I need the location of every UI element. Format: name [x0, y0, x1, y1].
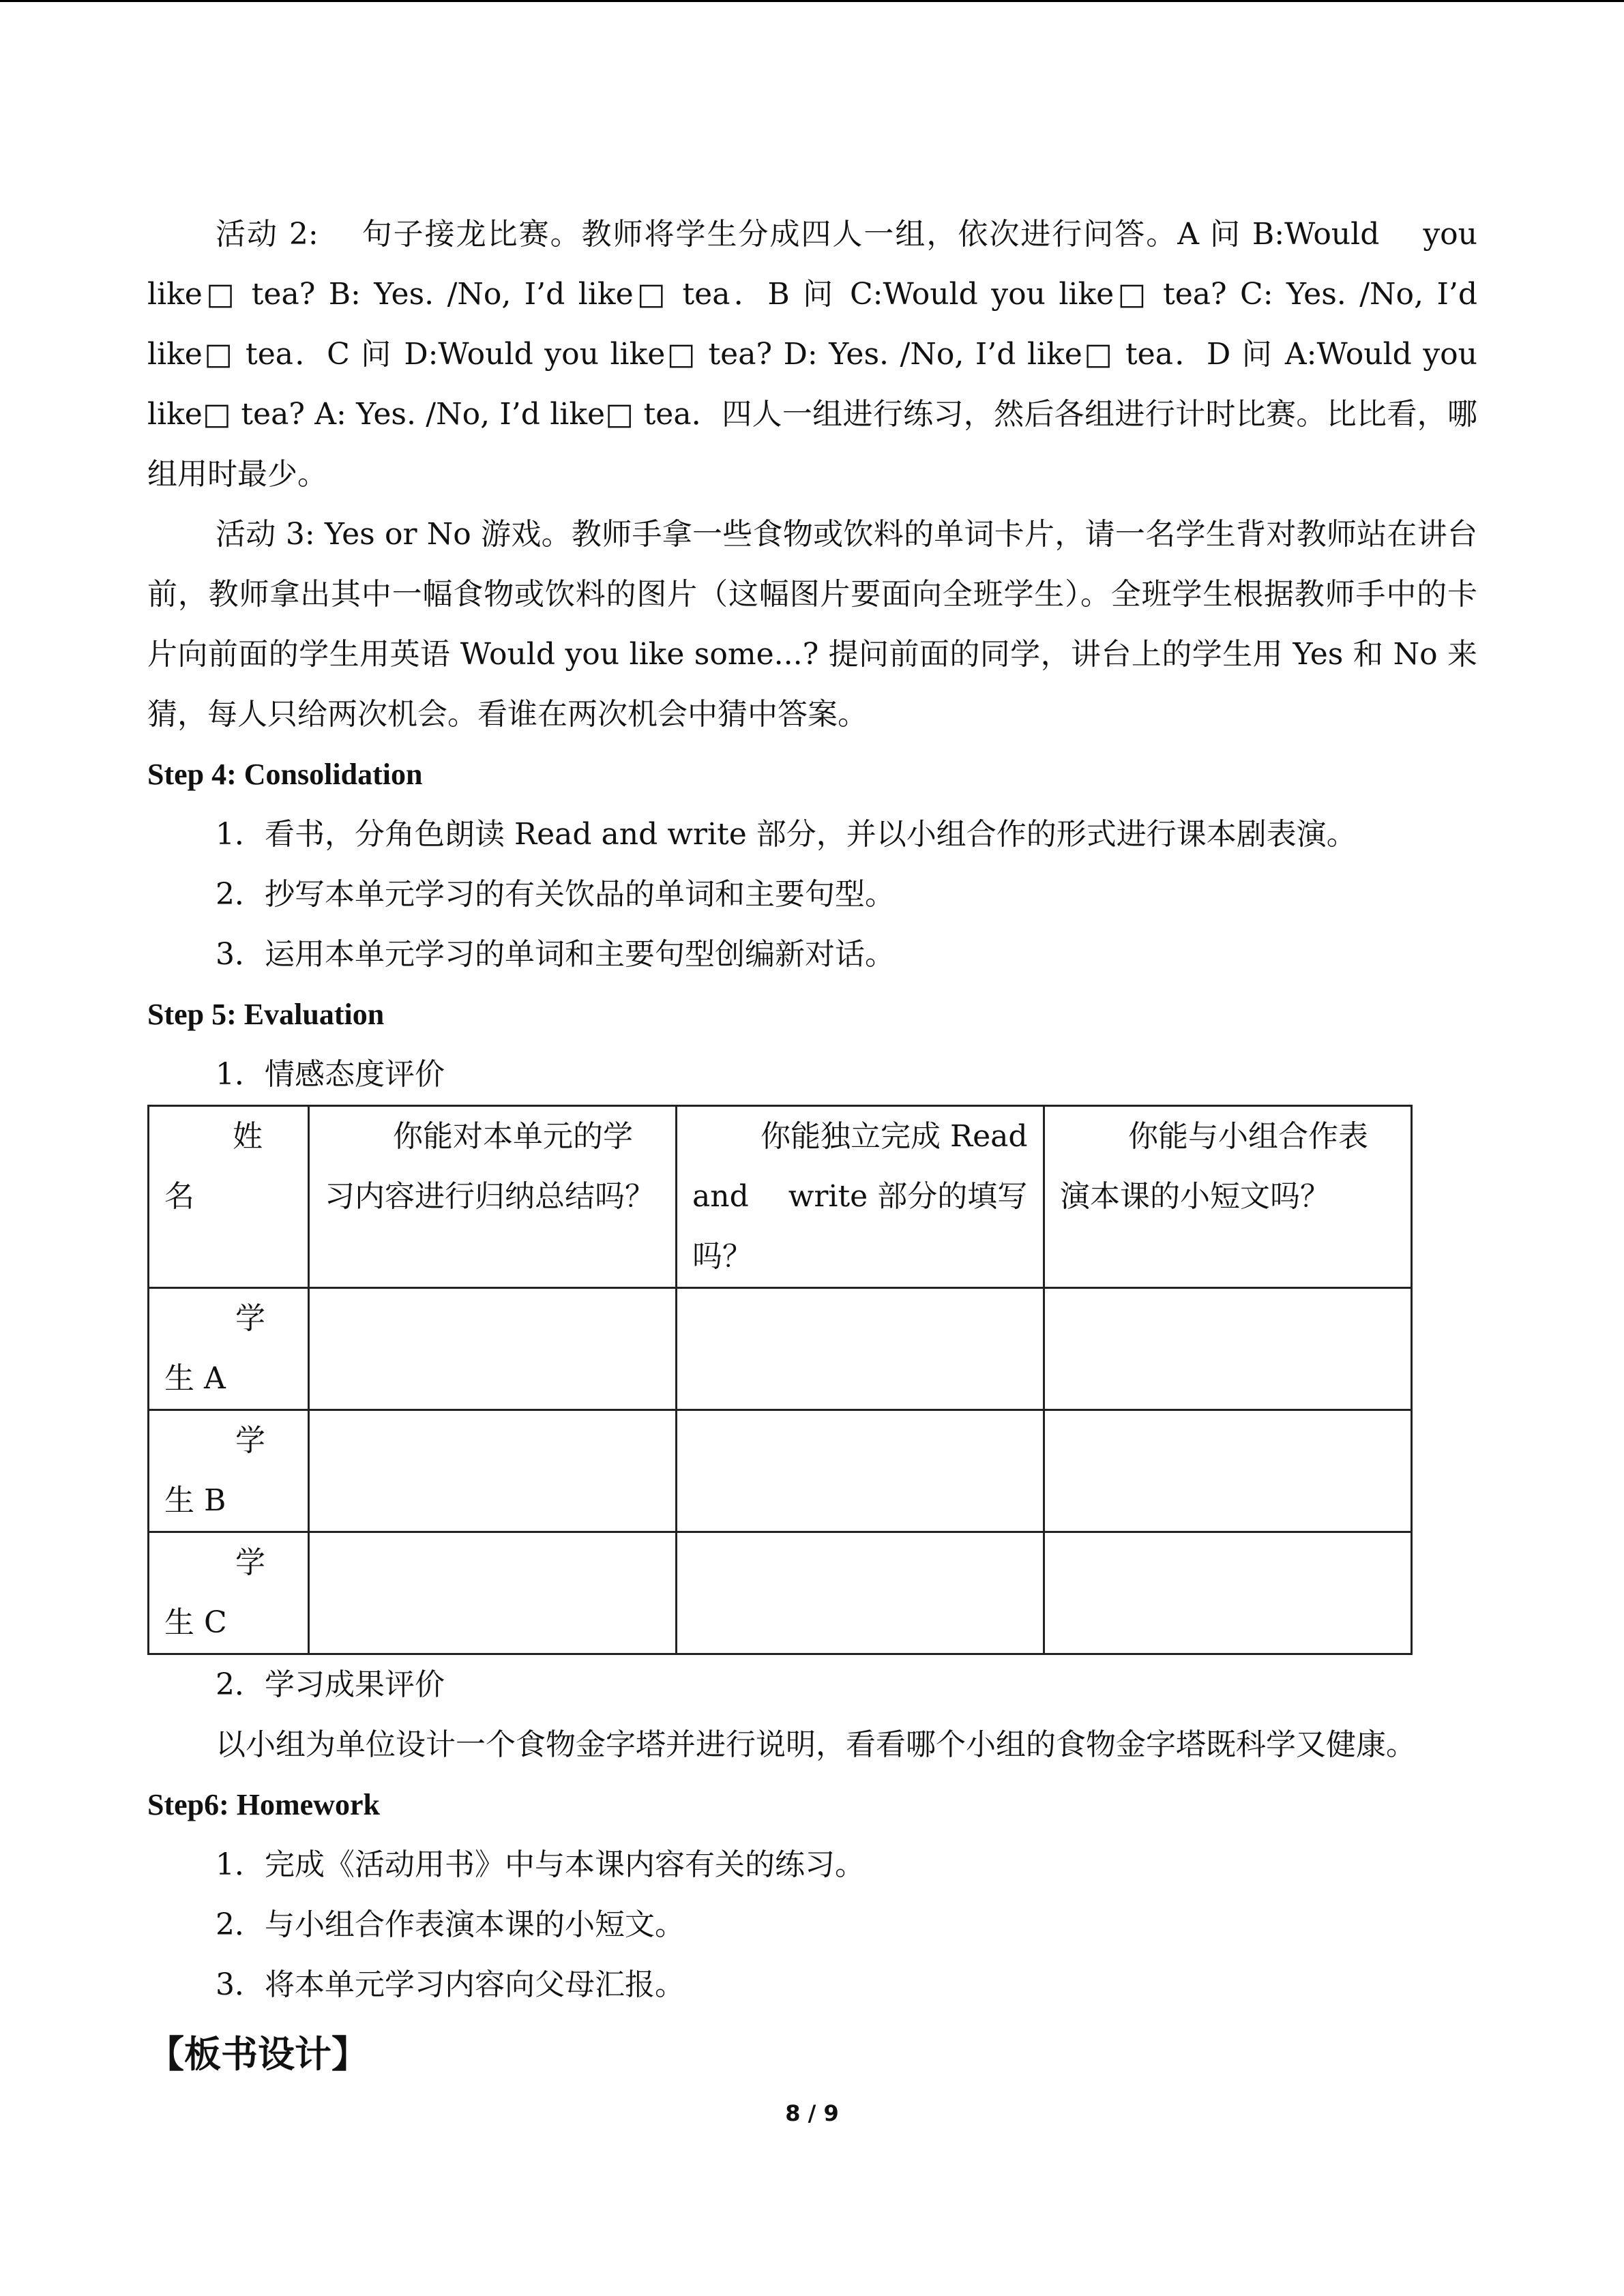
table-cell — [677, 1410, 1044, 1532]
student-label-cell: 学 生 C — [149, 1532, 309, 1654]
step-6-heading: Step6: Homework — [147, 1788, 380, 1821]
table-cell — [309, 1288, 677, 1410]
step-4-item-1: 1．看书，分角色朗读 Read and write 部分，并以小组合作的形式进行课本剧表演。 — [216, 817, 1357, 852]
step-6-item-2: 2．与小组合作表演本课的小短文。 — [216, 1907, 685, 1942]
table-cell — [309, 1532, 677, 1654]
table-row — [149, 1532, 1412, 1654]
table-cell — [1044, 1410, 1412, 1532]
header-name-cell: 姓 名 — [149, 1106, 309, 1288]
step-6-item-3: 3．将本单元学习内容向父母汇报。 — [216, 1967, 685, 2002]
page-number: 8 / 9 — [785, 2100, 839, 2126]
student-label-cell: 学 生 A — [149, 1288, 309, 1410]
table-cell — [677, 1288, 1044, 1410]
activity-3-paragraph: 活动 3: Yes or No 游戏。教师手拿一些食物或饮料的单词卡片，请一名学生背对教师站在讲台前，教师拿出其中一幅食物或饮料的图片（这幅图片要面向全班学生）。全班学生根据教师手中的卡片向前面的学生用英语 Would you like some...? 提问前面的同学，讲台上的学生用 Yes 和 No 来猜，每人只给两次机会。看谁在两次机会中猜中答案。 — [147, 517, 1477, 732]
step-4-item-3: 3．运用本单元学习的单词和主要句型创编新对话。 — [216, 937, 895, 972]
step-6-item-1: 1．完成《活动用书》中与本课内容有关的练习。 — [216, 1847, 865, 1882]
table-row — [149, 1288, 1412, 1410]
document-body — [147, 205, 1477, 2087]
step-5-sub-2: 2．学习成果评价 — [216, 1667, 445, 1702]
board-design-title: 【板书设计】 — [147, 2033, 368, 2076]
table-header-row — [149, 1106, 1412, 1288]
activity-2-paragraph: 活动 2: 句子接龙比赛。教师将学生分成四人一组，依次进行问答。A 问 B:Would you like□ tea? B: Yes. /No, I’d like□ tea．B 问 C:Would you like□ tea? C: Yes. /No, I’d like□ tea．C 问 D:Would you like□ tea? D: Yes. /No, I’d like□ tea．D 问 A:Would you like□ tea? A: Yes. /No, I’d like□ tea．四人一组进行练习，然后各组进行计时比赛。比比看，哪组用时最少。 — [147, 217, 1477, 492]
header-performance-cell: 你能与小组合作表演本课的小短文吗？ — [1044, 1106, 1412, 1288]
table-cell — [309, 1410, 677, 1532]
step-5-sub-2-text: 以小组为单位设计一个食物金字塔并进行说明，看看哪个小组的食物金字塔既科学又健康。 — [216, 1727, 1416, 1762]
step-4-heading: Step 4: Consolidation — [147, 758, 423, 791]
top-border-line — [0, 0, 1624, 2]
header-summary-cell: 你能对本单元的学习内容进行归纳总结吗？ — [309, 1106, 677, 1288]
table-cell — [1044, 1532, 1412, 1654]
table-row — [149, 1410, 1412, 1532]
evaluation-table — [147, 1105, 1413, 1655]
student-label-cell: 学 生 B — [149, 1410, 309, 1532]
header-read-write-cell: 你能独立完成 Read and write 部分的填写吗？ — [677, 1106, 1044, 1288]
table-cell — [677, 1532, 1044, 1654]
step-4-item-2: 2．抄写本单元学习的有关饮品的单词和主要句型。 — [216, 877, 895, 912]
step-5-sub-1: 1．情感态度评价 — [216, 1057, 445, 1092]
step-5-heading: Step 5: Evaluation — [147, 998, 385, 1031]
table-cell — [1044, 1288, 1412, 1410]
